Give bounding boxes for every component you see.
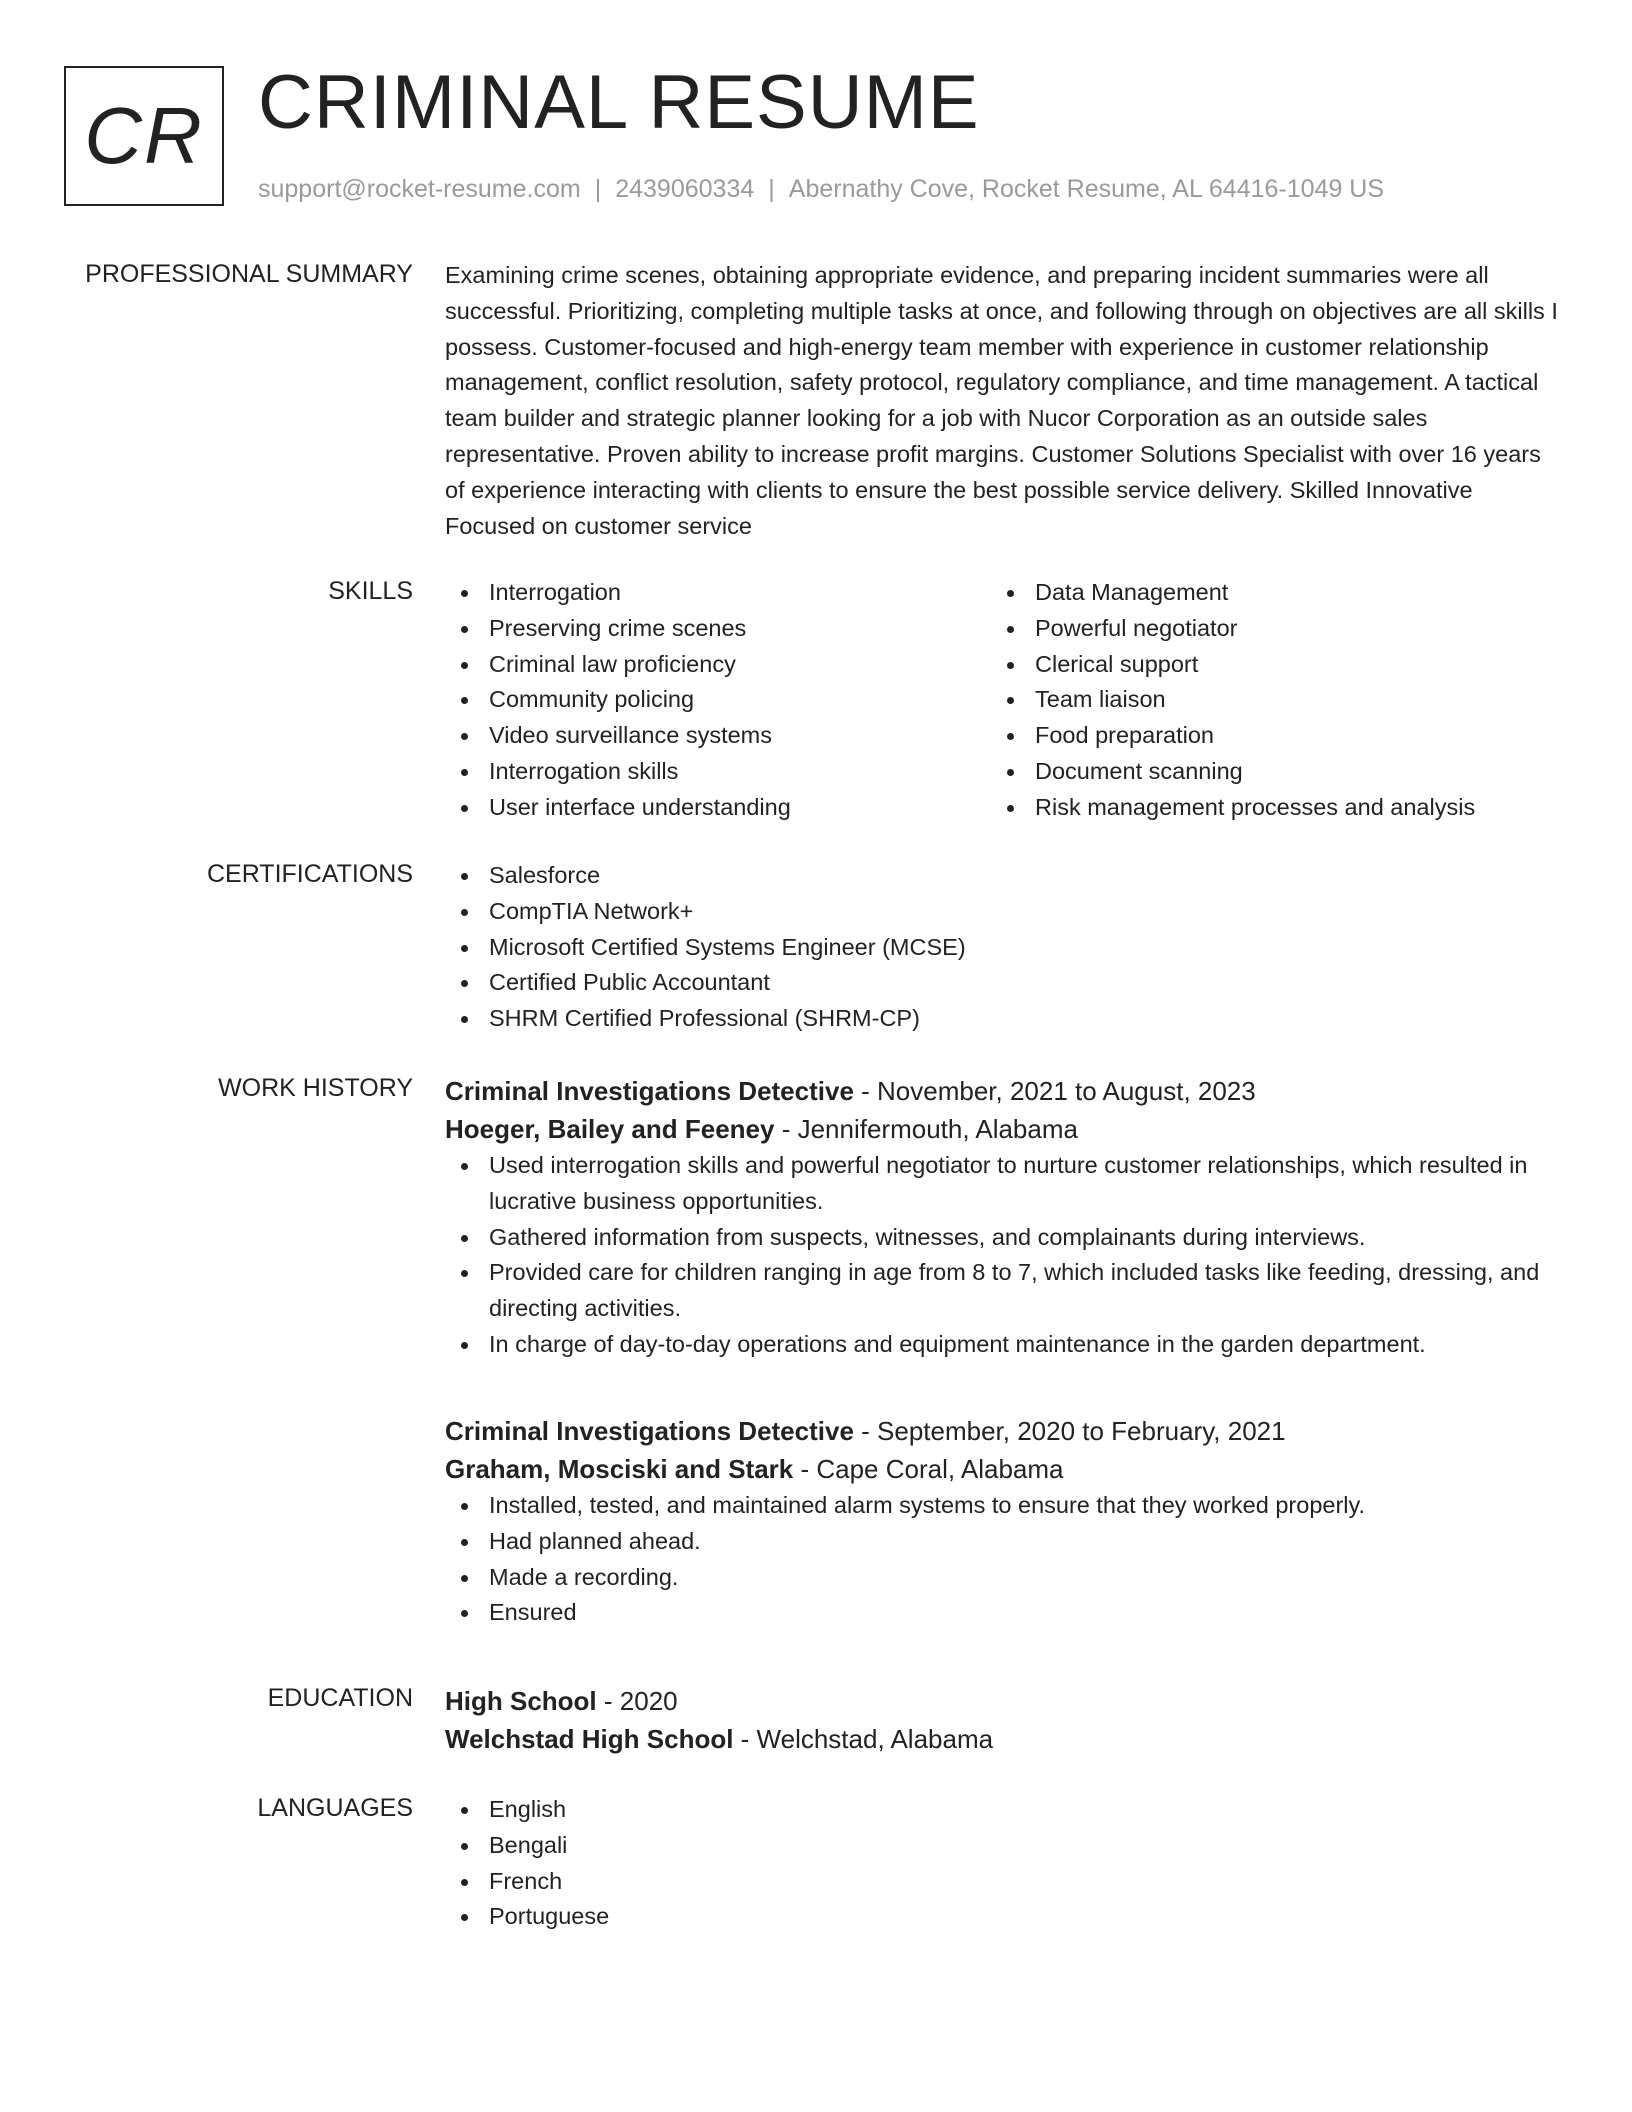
monogram-initials: CR bbox=[84, 91, 204, 180]
education-year: - 2020 bbox=[596, 1686, 678, 1716]
job-entry bbox=[445, 1412, 1560, 1631]
language-item: Bengali bbox=[445, 1828, 1560, 1864]
skill-item: Team liaison bbox=[991, 682, 1537, 718]
contact-address: Abernathy Cove, Rocket Resume, AL 64416-1049 US bbox=[788, 175, 1385, 203]
education-degree-line bbox=[445, 1682, 1560, 1720]
job-duty: Used interrogation skills and powerful negotiator to nurture customer relationships, which resulted in lucrative business opportunities. bbox=[445, 1148, 1560, 1220]
skill-item: Clerical support bbox=[991, 647, 1537, 683]
certification-item: Microsoft Certified Systems Engineer (MCSE) bbox=[445, 930, 1560, 966]
certification-item: SHRM Certified Professional (SHRM-CP) bbox=[445, 1001, 1560, 1037]
skill-item: Risk management processes and analysis bbox=[991, 790, 1537, 826]
job-title-line bbox=[445, 1072, 1560, 1110]
job-duty: Ensured bbox=[445, 1595, 1560, 1631]
job-company-line bbox=[445, 1110, 1560, 1148]
language-item: English bbox=[445, 1792, 1560, 1828]
summary-heading: PROFESSIONAL SUMMARY bbox=[85, 260, 413, 288]
job-dates: - November, 2021 to August, 2023 bbox=[853, 1076, 1256, 1106]
certifications-heading: CERTIFICATIONS bbox=[206, 860, 413, 888]
certification-item: Certified Public Accountant bbox=[445, 965, 1560, 1001]
education-school-line bbox=[445, 1720, 1560, 1758]
skill-item: Video surveillance systems bbox=[445, 718, 991, 754]
contact-email: support@rocket-resume.com bbox=[258, 175, 581, 203]
skill-item: Community policing bbox=[445, 682, 991, 718]
certification-item: CompTIA Network+ bbox=[445, 894, 1560, 930]
job-location: - Cape Coral, Alabama bbox=[793, 1454, 1064, 1484]
skill-item: Document scanning bbox=[991, 754, 1537, 790]
skill-item: Data Management bbox=[991, 575, 1537, 611]
summary-text: Examining crime scenes, obtaining appropriate evidence, and preparing incident summaries were all successful. Prioritizing, completing multiple tasks at once, and following through on objectives are all skills I possess. Customer-focused and high-energy team member with experience in customer relationship management, conflict resolution, safety protocol, regulatory compliance, and time management. A tactical team builder and strategic planner looking for a job with Nucor Corporation as an outside sales representative. Proven ability to increase profit margins. Customer Solutions Specialist with over 16 years of experience interacting with clients to ensure the best possible service delivery. Skilled Innovative Focused on customer service bbox=[445, 262, 1558, 539]
job-duties-list bbox=[445, 1488, 1560, 1631]
job-location: - Jennifermouth, Alabama bbox=[774, 1114, 1078, 1144]
contact-line bbox=[258, 174, 1384, 204]
skills-list-right bbox=[991, 575, 1537, 826]
job-entry bbox=[445, 1072, 1560, 1363]
education-degree: High School bbox=[445, 1686, 597, 1716]
contact-phone: 2439060334 bbox=[615, 175, 755, 203]
language-item: Portuguese bbox=[445, 1899, 1560, 1935]
job-duty: Provided care for children ranging in age from 8 to 7, which included tasks like feeding, dressing, and directing activities. bbox=[445, 1255, 1560, 1327]
language-item: French bbox=[445, 1864, 1560, 1900]
skills-heading: SKILLS bbox=[328, 577, 413, 605]
education-school: Welchstad High School bbox=[445, 1724, 734, 1754]
skill-item: Powerful negotiator bbox=[991, 611, 1537, 647]
job-company: Hoeger, Bailey and Feeney bbox=[445, 1114, 775, 1144]
job-duty: Made a recording. bbox=[445, 1560, 1560, 1596]
education-heading: EDUCATION bbox=[267, 1684, 413, 1712]
monogram-box bbox=[64, 66, 224, 206]
job-company: Graham, Mosciski and Stark bbox=[445, 1454, 794, 1484]
certifications-list bbox=[445, 858, 1560, 1037]
contact-separator: | bbox=[768, 175, 775, 203]
job-title-line bbox=[445, 1412, 1560, 1450]
skill-item: Food preparation bbox=[991, 718, 1537, 754]
resume-title: CRIMINAL RESUME bbox=[258, 60, 980, 145]
job-dates: - September, 2020 to February, 2021 bbox=[853, 1416, 1286, 1446]
skill-item: Interrogation bbox=[445, 575, 991, 611]
skill-item: Preserving crime scenes bbox=[445, 611, 991, 647]
job-title: Criminal Investigations Detective bbox=[445, 1416, 854, 1446]
job-duty: Installed, tested, and maintained alarm systems to ensure that they worked properly. bbox=[445, 1488, 1560, 1524]
job-duty: Gathered information from suspects, witnesses, and complainants during interviews. bbox=[445, 1220, 1560, 1256]
education-location: - Welchstad, Alabama bbox=[733, 1724, 994, 1754]
job-duty: In charge of day-to-day operations and equipment maintenance in the garden department. bbox=[445, 1327, 1560, 1363]
languages-list bbox=[445, 1792, 1560, 1935]
languages-heading: LANGUAGES bbox=[257, 1794, 413, 1822]
skill-item: User interface understanding bbox=[445, 790, 991, 826]
skill-item: Interrogation skills bbox=[445, 754, 991, 790]
certification-item: Salesforce bbox=[445, 858, 1560, 894]
job-title: Criminal Investigations Detective bbox=[445, 1076, 854, 1106]
work-history-heading: WORK HISTORY bbox=[218, 1074, 413, 1102]
contact-separator: | bbox=[594, 175, 602, 203]
skill-item: Criminal law proficiency bbox=[445, 647, 991, 683]
job-duties-list bbox=[445, 1148, 1560, 1363]
job-duty: Had planned ahead. bbox=[445, 1524, 1560, 1560]
skills-list-left bbox=[445, 575, 991, 826]
job-company-line bbox=[445, 1450, 1560, 1488]
